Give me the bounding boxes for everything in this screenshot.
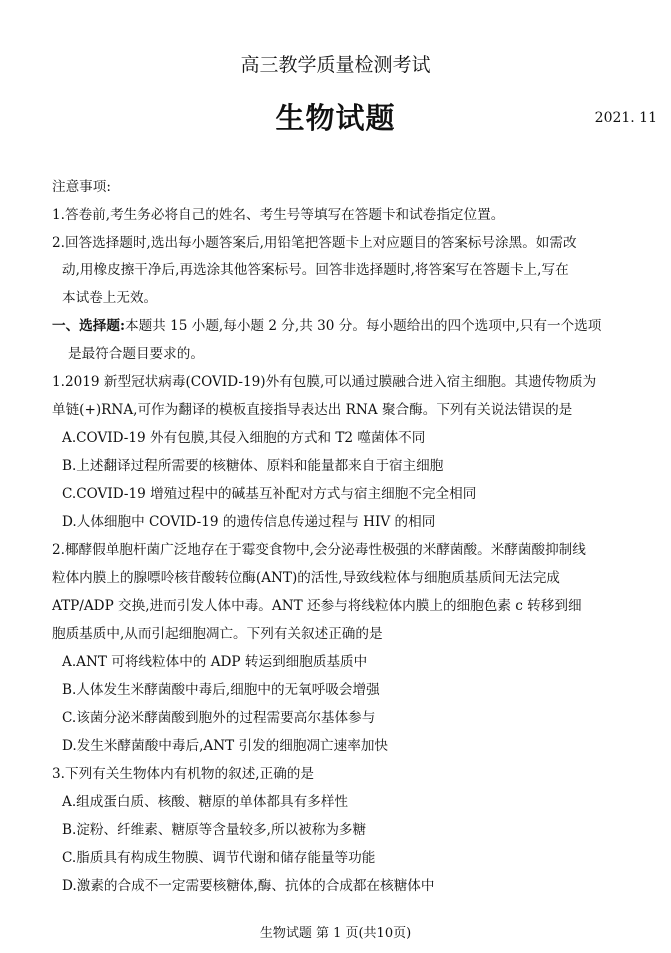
notice-item-1: 1.答卷前,考生务必将自己的姓名、考生号等填写在答题卡和试卷指定位置。 bbox=[52, 207, 505, 223]
exam-date: 2021. 11 bbox=[594, 110, 657, 126]
q3-option-d: D.激素的合成不一定需要核糖体,酶、抗体的合成都在核糖体中 bbox=[62, 878, 435, 894]
section-text-line-2: 是最符合题目要求的。 bbox=[68, 346, 204, 362]
q2-stem-line-1: 2.椰酵假单胞杆菌广泛地存在于霉变食物中,会分泌毒性极强的米酵菌酸。米酵菌酸抑制线 bbox=[52, 542, 586, 558]
q3-option-a: A.组成蛋白质、核酸、糖原的单体都具有多样性 bbox=[62, 794, 349, 810]
q1-option-a: A.COVID-19 外有包膜,其侵入细胞的方式和 T2 噬菌体不同 bbox=[62, 430, 426, 446]
page-footer: 生物试题 第 1 页(共10页) bbox=[259, 926, 412, 941]
section-heading bbox=[52, 316, 657, 336]
notice-item-2-line-2: 动,用橡皮擦干净后,再选涂其他答案标号。回答非选择题时,将答案写在答题卡上,写在 bbox=[62, 262, 569, 278]
subject-title: 生物试题 bbox=[275, 101, 396, 135]
q2-stem-line-2: 粒体内膜上的腺嘌呤核苷酸转位酶(ANT)的活性,导致线粒体与细胞质基质间无法完成 bbox=[52, 570, 560, 586]
q1-option-c: C.COVID-19 增殖过程中的碱基互补配对方式与宿主细胞不完全相同 bbox=[62, 486, 477, 502]
q1-stem-line-2: 单链(+)RNA,可作为翻译的模板直接指导表达出 RNA 聚合酶。下列有关说法错误的是 bbox=[52, 402, 573, 418]
section-text-line-1: 本题共 15 小题,每小题 2 分,共 30 分。每小题给出的四个选项中,只有一个选项 bbox=[125, 318, 602, 334]
q1-stem-line-1: 1.2019 新型冠状病毒(COVID-19)外有包膜,可以通过膜融合进入宿主细胞。其遗传物质为 bbox=[52, 374, 597, 390]
q2-option-a: A.ANT 可将线粒体中的 ADP 转运到细胞质基质中 bbox=[62, 654, 368, 670]
q2-stem-line-4: 胞质基质中,从而引起细胞凋亡。下列有关叙述正确的是 bbox=[52, 626, 383, 642]
notice-item-2-line-1: 2.回答选择题时,选出每小题答案后,用铅笔把答题卡上对应题目的答案标号涂黑。如需改 bbox=[52, 235, 577, 251]
q2-option-d: D.发生米酵菌酸中毒后,ANT 引发的细胞凋亡速率加快 bbox=[62, 738, 389, 754]
exam-title: 高三教学质量检测考试 bbox=[240, 54, 431, 76]
q3-option-c: C.脂质具有构成生物膜、调节代谢和储存能量等功能 bbox=[62, 850, 376, 866]
notice-heading: 注意事项: bbox=[52, 179, 111, 195]
section-label: 一、选择题: bbox=[52, 318, 125, 334]
q3-stem: 3.下列有关生物体内有机物的叙述,正确的是 bbox=[52, 766, 314, 782]
notice-item-2-line-3: 本试卷上无效。 bbox=[62, 290, 158, 306]
q2-stem-line-3: ATP/ADP 交换,进而引发人体中毒。ANT 还参与将线粒体内膜上的细胞色素 c 转移到细 bbox=[52, 598, 582, 614]
q1-option-b: B.上述翻译过程所需要的核糖体、原料和能量都来自于宿主细胞 bbox=[62, 458, 444, 474]
q2-option-b: B.人体发生米酵菌酸中毒后,细胞中的无氧呼吸会增强 bbox=[62, 682, 380, 698]
q3-option-b: B.淀粉、纤维素、糖原等含量较多,所以被称为多糖 bbox=[62, 822, 367, 838]
q2-option-c: C.该菌分泌米酵菌酸到胞外的过程需要高尔基体参与 bbox=[62, 710, 376, 726]
q1-option-d: D.人体细胞中 COVID-19 的遗传信息传递过程与 HIV 的相同 bbox=[62, 514, 436, 530]
